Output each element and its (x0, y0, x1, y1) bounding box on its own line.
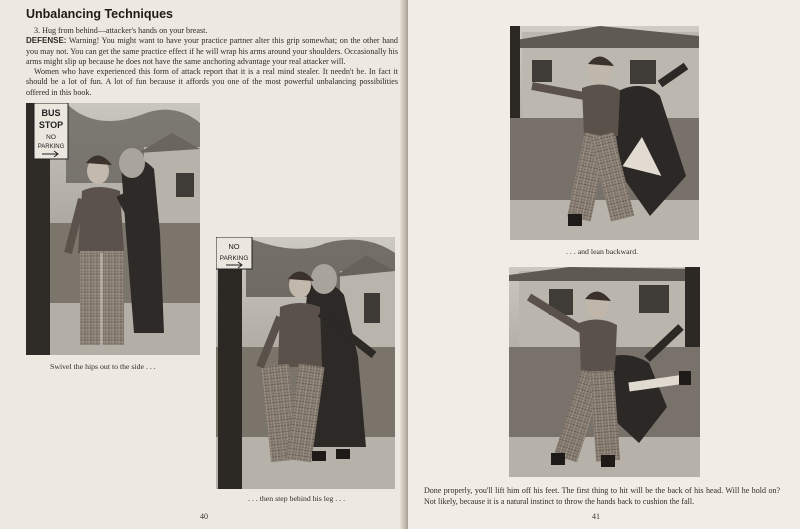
sign-bus: BUS (41, 108, 61, 118)
sign-parking: PARKING (37, 144, 65, 150)
sign-stop: STOP (38, 120, 64, 130)
defense-text: Warning! You might want to have your practice partner alter this grip somewhat; on the other hand you may not. You can get the same practice effect if he will wrap his arms around your shoulders. Occasionally his arms might slip up because he does not have the same anchoring advantage your real attacker will. (26, 36, 398, 66)
defense-paragraph (26, 36, 398, 67)
defense-label: DEFENSE: (26, 36, 67, 46)
right-page (408, 0, 800, 529)
photo-swivel-hips (26, 103, 200, 355)
caption-step-behind-leg: . . . then step behind his leg . . . (248, 494, 346, 503)
photo-lean-backward (510, 26, 699, 240)
photo-step-behind-leg (216, 237, 395, 489)
step-3-text: 3. Hug from behind—attacker's hands on your breast. (34, 26, 208, 35)
sign2-parking: PARKING (219, 255, 249, 262)
closing-paragraph: Done properly, you'll lift him off his feet. The first thing to hit will be the back of his head. Will he hold on? Not likely, because it is a natural instinct to throw the hands back to cushion the fall. (424, 486, 780, 506)
instruction-text (26, 26, 398, 98)
photo-lift-off-feet (509, 267, 700, 477)
sign2-no: NO (228, 242, 240, 251)
caption-swivel-hips: Swivel the hips out to the side . . . (50, 362, 156, 371)
page-number-right: 41 (592, 512, 600, 521)
caption-lean-backward: . . . and lean backward. (566, 247, 639, 256)
sign-no: NO (46, 134, 56, 141)
intro-paragraph: Women who have experienced this form of attack report that it is a real mind stealer. It needn't be. In fact it should be a lot of fun. A lot of fun because it affords you one of the most powerful unbalancing possibilities offered in this book. (26, 67, 398, 97)
section-heading: Unbalancing Techniques (26, 7, 174, 21)
page-number-left: 40 (200, 512, 208, 521)
